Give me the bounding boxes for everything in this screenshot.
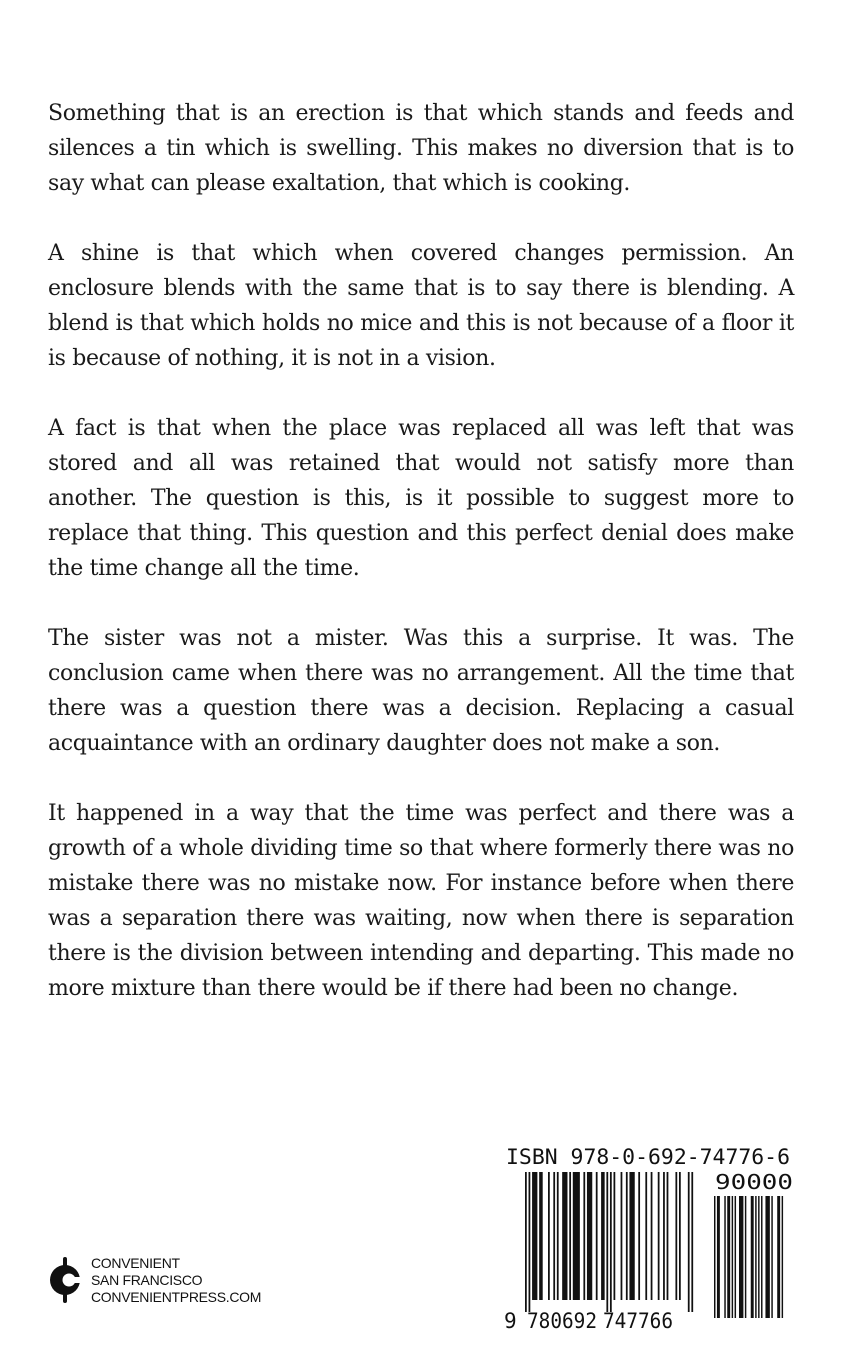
barcode-bar (658, 1172, 660, 1300)
barcode-bar (675, 1172, 677, 1300)
addon-bar (777, 1196, 780, 1318)
isbn-label: ISBN 978-0-692-74776-6 (506, 1145, 790, 1169)
barcode-bar (679, 1172, 681, 1300)
publisher-block (48, 1252, 261, 1308)
paragraph-2: A shine is that which when covered changes permission. An enclosure blends with the same that is to say there is blending. A blend is that which holds no mice and this is not because of a floor it is because of nothing, it is not in a vision. (48, 241, 794, 371)
addon-bar (727, 1196, 730, 1318)
publisher-city: SAN FRANCISCO (91, 1271, 203, 1288)
barcode-bar (596, 1172, 598, 1300)
barcode-bar (587, 1172, 592, 1300)
barcode-guard-bar (529, 1172, 531, 1312)
addon-bar (714, 1196, 715, 1318)
addon-bar (782, 1196, 783, 1318)
barcode-bar (557, 1172, 559, 1300)
barcode-bar (553, 1172, 555, 1300)
barcode-guard-bar (691, 1172, 693, 1312)
paragraph-3: A fact is that when the place was replaced all was left that was stored and all was retained that would not satisfy more than another. The question is this, is it possible to suggest more to replace that thing. This question and this perfect denial does make the time change all the time. (48, 416, 794, 581)
barcode-bar (638, 1172, 640, 1300)
addon-bar (745, 1196, 746, 1318)
barcode-right-digits: 747766 (603, 1309, 673, 1332)
isbn-barcode (503, 1142, 799, 1332)
barcode-bar (583, 1172, 585, 1300)
barcode-bar (663, 1172, 665, 1300)
barcode-bar (601, 1172, 605, 1300)
barcode-bar (645, 1172, 647, 1300)
cover-text (48, 96, 794, 1041)
convenient-c-logo-icon (48, 1257, 82, 1303)
addon-bars (714, 1196, 783, 1318)
barcode-graphic (503, 1142, 799, 1332)
barcode-guard-bar (606, 1172, 608, 1312)
addon-bar (771, 1196, 772, 1318)
barcode-bar (629, 1172, 634, 1300)
publisher-website: CONVENIENTPRESS.COM (91, 1288, 262, 1305)
barcode-left-digits: 780692 (527, 1309, 597, 1332)
addon-bar (732, 1196, 733, 1318)
barcode-bar (667, 1172, 669, 1300)
addon-bar (758, 1196, 759, 1318)
addon-bar (735, 1196, 736, 1318)
barcode-bar (621, 1172, 623, 1300)
paragraph-4: The sister was not a mister. Was this a surprise. It was. The conclusion came when there was no arrangement. All the time that there was a question there was a decision. Replacing a casual acquaintance with an ordinary daughter does not make a son. (48, 626, 794, 756)
barcode-first-digit: 9 (504, 1309, 517, 1332)
barcode-bar (573, 1172, 580, 1300)
barcode-guard-bar (525, 1172, 527, 1312)
barcode-bar (569, 1172, 571, 1300)
publisher-info (91, 1255, 261, 1306)
barcode-bar (651, 1172, 653, 1300)
barcode-bar (548, 1172, 550, 1300)
barcode-bar (562, 1172, 567, 1300)
addon-bar (751, 1196, 754, 1318)
publisher-name: CONVENIENT (91, 1254, 180, 1271)
addon-bar (761, 1196, 762, 1318)
barcode-guard-bar (688, 1172, 690, 1312)
paragraph-1: Something that is an erection is that which stands and feeds and silences a tin which is swelling. This makes no diversion that is to say what can please exaltation, that which is cooking. (48, 101, 794, 196)
addon-bar (724, 1196, 725, 1318)
addon-bar (755, 1196, 756, 1318)
ean-bars (525, 1172, 693, 1312)
price-code: 90000 (715, 1170, 793, 1194)
addon-bar (717, 1196, 720, 1318)
addon-bar (739, 1196, 743, 1318)
barcode-bar (614, 1172, 616, 1300)
addon-bar (765, 1196, 769, 1318)
barcode-bar (626, 1172, 628, 1300)
barcode-bar (539, 1172, 543, 1300)
barcode-bar (532, 1172, 537, 1300)
barcode-guard-bar (610, 1172, 612, 1312)
paragraph-5: It happened in a way that the time was perfect and there was a growth of a whole dividing time so that where formerly there was no mistake there was no mistake now. For instance before when there was a separation there was waiting, now when there is separation there is the division between intending and departing. This made no more mixture than there would be if there had been no change. (48, 801, 794, 1001)
